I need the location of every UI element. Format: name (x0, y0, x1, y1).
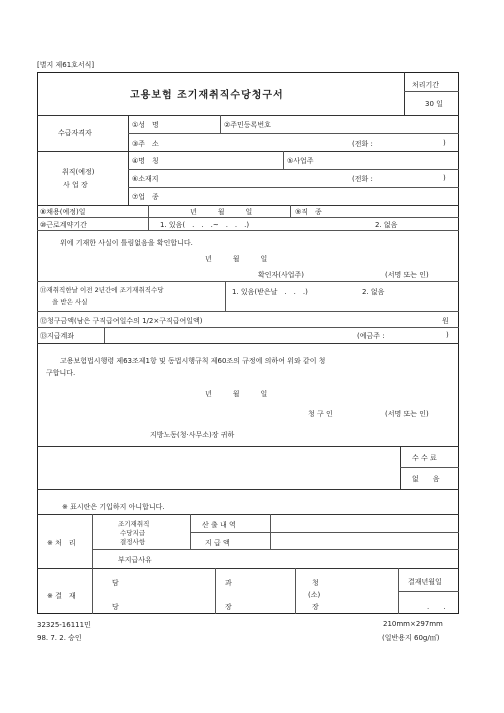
prior-option-no[interactable]: 2. 없음 (362, 288, 385, 296)
processing-label: ※ 처 리 (47, 539, 76, 547)
form-code: 32325-16111민 (37, 621, 91, 629)
owner-field[interactable] (325, 153, 455, 167)
approval-date-value[interactable]: . . (427, 603, 446, 611)
position-label: ⑨직 종 (295, 208, 322, 216)
declaration-line-1: 고용보험법시행령 제63조제1항 및 동법시행규칙 제60조의 규정에 의하여 위와 같이 청 (60, 357, 326, 365)
approval-col3-mid: (소) (308, 591, 321, 599)
name-field[interactable] (170, 117, 218, 131)
processing-period-value: 30 일 (425, 100, 443, 108)
contract-period-label: ⑩근로계약기간 (40, 221, 87, 229)
approval-col2-bottom: 장 (225, 603, 232, 611)
company-name-label: ④명 칭 (132, 157, 159, 165)
workplace-phone-close: ) (443, 174, 446, 182)
account-field[interactable] (108, 329, 348, 341)
prior-receipt-label-1: ⑪재취직한날 이전 2년간에 조기재취직수당 (40, 286, 164, 294)
location-label: ⑥소재지 (132, 175, 159, 183)
confirmer-label: 확인자(사업주) (258, 271, 305, 279)
address-label: ③주 소 (132, 140, 159, 148)
fee-label: 수 수 료 (412, 454, 437, 462)
claimant-phone-close: ) (443, 139, 446, 147)
claimant-section-label: 수급자격자 (58, 129, 92, 137)
claim-amount-unit: 원 (442, 317, 449, 325)
rrn-field[interactable] (290, 117, 455, 131)
paper-size: 210mm×297mm (383, 620, 443, 628)
fee-value: 없 음 (412, 475, 440, 483)
company-name-field[interactable] (170, 153, 280, 167)
approval-col1-top: 담 (112, 579, 119, 587)
payment-amount-label: 지 급 액 (205, 539, 230, 547)
decision-label-3: 결정사항 (120, 538, 146, 546)
form-number: [별지 제61호서식] (37, 61, 95, 69)
account-label: ⑬지급계좌 (40, 332, 75, 340)
recipient-office: 지방노동(청·사무소)장 귀하 (150, 431, 235, 439)
confirm-statement: 위에 기재한 사실이 틀림없음을 확인합니다. (60, 239, 193, 247)
office-use-note: ※ 표시란은 기입하지 아니합니다. (62, 503, 165, 511)
declaration-line-2: 구합니다. (46, 369, 76, 377)
approval-date-footer: 98. 7. 2. 승인 (37, 634, 82, 642)
approval-date-label: 결재년월일 (408, 578, 442, 586)
workplace-section-label-1: 취직(예정) (62, 168, 95, 176)
prior-option-yes[interactable]: 1. 있음(받은날 . . .) (232, 288, 308, 296)
hire-date-value[interactable]: 년 월 일 (190, 208, 253, 216)
hire-date-label: ⑧채용(예정)일 (40, 208, 86, 216)
name-label: ①성 명 (132, 121, 159, 129)
rejection-reason-label: 부지급사유 (118, 556, 152, 564)
approval-col2-top: 과 (225, 579, 232, 587)
approval-col3-bottom: 장 (312, 603, 319, 611)
decision-label-2: 수당지급 (120, 529, 146, 537)
confirmer-sign[interactable]: (서명 또는 인) (385, 271, 429, 279)
workplace-phone-label: (전화 : (352, 175, 373, 183)
account-holder-label: (예금주 : (357, 332, 385, 340)
approval-col3-top: 청 (312, 579, 319, 587)
approval-label: ※ 결 재 (47, 592, 76, 600)
rrn-label: ②주민등록번호 (224, 121, 271, 129)
location-field[interactable] (170, 171, 340, 185)
paper-weight: (일반용지 60g/㎡) (382, 634, 440, 642)
claimant-sign-label: 청 구 인 (308, 410, 333, 418)
claimant-sign[interactable]: (서명 또는 인) (385, 410, 429, 418)
claimant-phone-label: (전화 : (352, 140, 373, 148)
contract-option-yes[interactable]: 1. 있음( . . .~ . . .) (160, 221, 250, 229)
decision-label-1: 조기재취직 (118, 520, 150, 528)
account-holder-close: ) (446, 331, 449, 339)
industry-label: ⑦업 종 (132, 193, 159, 201)
approval-col1-bottom: 당 (112, 603, 119, 611)
confirm-date[interactable]: 년 월 일 (205, 255, 268, 263)
declaration-date[interactable]: 년 월 일 (205, 390, 268, 398)
calculation-label: 산 출 내 역 (202, 521, 236, 529)
contract-option-no[interactable]: 2. 없음 (375, 221, 398, 229)
owner-label: ⑤사업주 (287, 157, 314, 165)
claim-amount-label: ⑫청구금액(남은 구직급여일수의 1/2×구직급여일액) (40, 317, 203, 325)
prior-receipt-label-2: 을 받은 사실 (52, 298, 88, 306)
workplace-section-label-2: 사 업 장 (63, 181, 88, 189)
processing-period-label: 처리기간 (412, 81, 440, 89)
form-title: 고용보험 조기재취직수당청구서 (130, 90, 284, 101)
address-field[interactable] (170, 135, 340, 149)
industry-field[interactable] (170, 189, 455, 203)
